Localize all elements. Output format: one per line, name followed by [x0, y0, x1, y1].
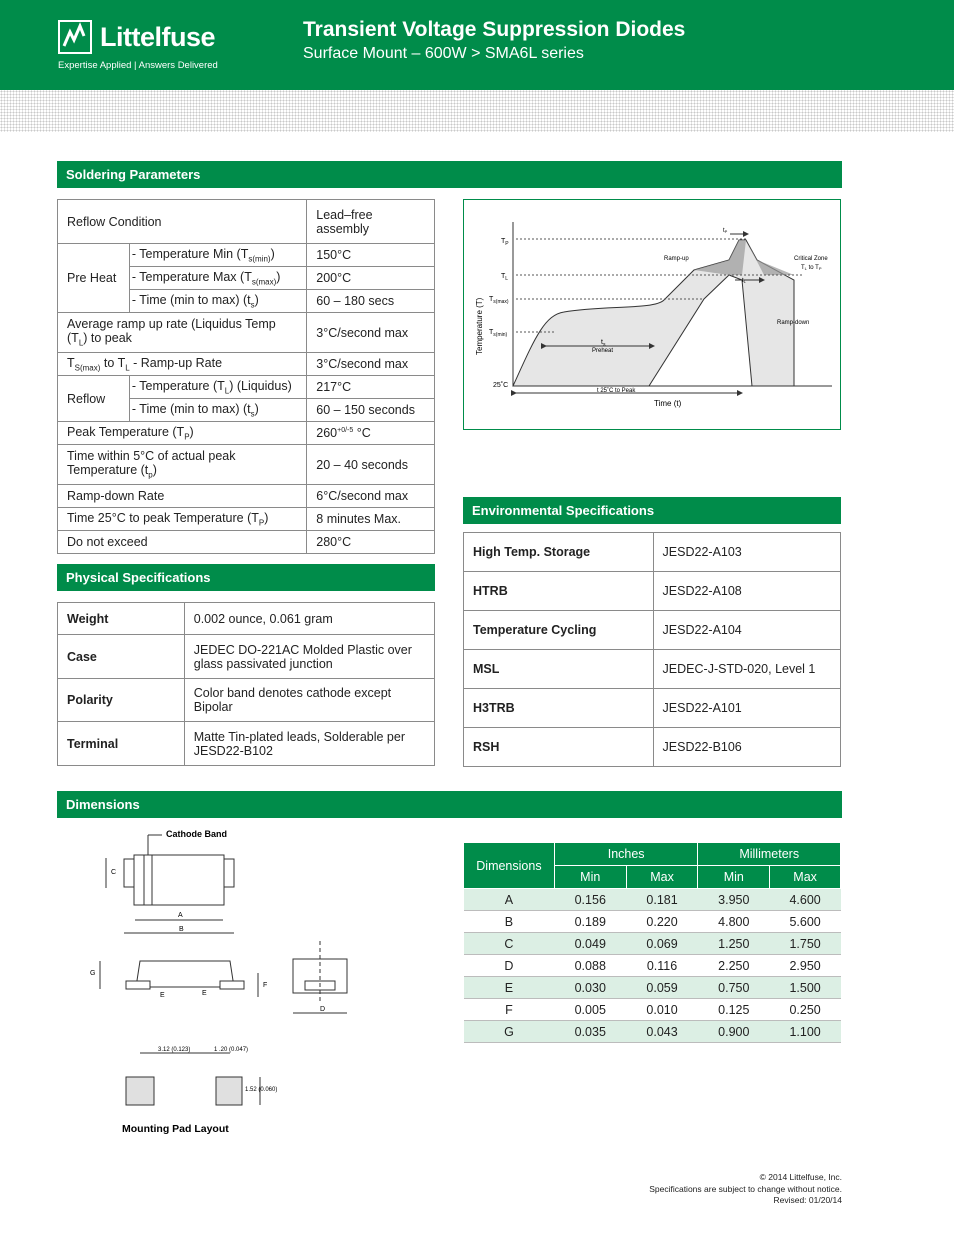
package-drawing [80, 825, 380, 1145]
avg-ramp-value: 3°C/second max [307, 313, 435, 353]
dim-g-label: G [90, 970, 96, 977]
critical-zone-range: TL to TP [801, 265, 822, 271]
physical-heading: Physical Specifications [57, 564, 435, 591]
env-row-value: JESD22-A108 [653, 572, 840, 611]
dimensions-table [463, 842, 841, 1043]
page-title: Transient Voltage Suppression Diodes [303, 18, 686, 41]
not-exceed-value: 280°C [307, 531, 435, 554]
tl-axis-label: $T_L$ [501, 273, 509, 282]
reflow-label: Reflow [58, 376, 130, 422]
env-row-name: HTRB [464, 572, 654, 611]
t25-axis-label: 25˚C [493, 382, 509, 389]
phys-row-value: Color band denotes cathode except Bipolar [184, 679, 434, 722]
environmental-table [463, 532, 841, 767]
inches-max-header: Max [626, 866, 698, 889]
temp-min-label: - Temperature Min $(T_{s(min)})$ [129, 244, 306, 267]
tsmin-axis-label: $T_{s(min)}$ [489, 329, 508, 338]
rampdown-value: 6°C/second max [307, 485, 435, 508]
time-within-value: 20 – 40 seconds [307, 445, 435, 485]
mm-max-header: Max [770, 866, 841, 889]
cathode-band-label: Cathode Band [166, 829, 228, 839]
phys-row-name: Polarity [58, 679, 185, 722]
tp-time-label: tP [723, 228, 728, 234]
time25-value: 8 minutes Max. [307, 508, 435, 531]
env-row-value: JESD22-A104 [653, 611, 840, 650]
dim-a-label: A [178, 912, 183, 919]
littelfuse-logo [58, 20, 218, 75]
reflow-time-label: - Time (min to max) $(t_s)$ [129, 399, 306, 422]
env-row-value: JEDEC-J-STD-020, Level 1 [653, 650, 840, 689]
dim-b-label: B [179, 926, 184, 933]
dim-d-label: D [320, 1006, 326, 1013]
tl-time-label: tL [742, 278, 746, 284]
page-footer [649, 1172, 842, 1207]
pad-height-label: 1.52 (0.060) [245, 1087, 278, 1093]
env-row-name: High Temp. Storage [464, 533, 654, 572]
env-row-value: JESD22-A101 [653, 689, 840, 728]
ts-ramp-label: $T_{S(max)}$ to $T_L$ - Ramp-up Rate [58, 353, 307, 376]
table-row: G 0.035 0.043 0.900 1.100 [464, 1021, 841, 1043]
page-subtitle: Surface Mount – 600W > SMA6L series [303, 45, 584, 62]
phys-row-value: Matte Tin-plated leads, Solderable per JESD22-B102 [184, 722, 434, 766]
tp-axis-label: $T_P$ [501, 238, 509, 247]
temp-min-value: 150°C [307, 244, 435, 267]
reflow-condition-label: Reflow Condition [58, 200, 307, 244]
critical-zone-label: Critical Zone [794, 256, 828, 262]
logo-tagline: Expertise Applied | Answers Delivered [58, 60, 218, 71]
mm-min-header: Min [698, 866, 770, 889]
dimensions-heading: Dimensions [57, 791, 842, 818]
tsmax-axis-label: $T_{s(max)}$ [489, 296, 509, 305]
x-axis-title: Time (t) [654, 399, 682, 408]
t25-peak-label: t 25˚C to Peak [597, 388, 636, 394]
reflow-time-value: 60 – 150 seconds [307, 399, 435, 422]
temp-max-value: 200°C [307, 267, 435, 290]
dot-pattern-band [0, 90, 954, 132]
peak-temp-value: $260^{+0/-5}$ °C [307, 422, 435, 445]
time-within-label: Time within 5°C of actual peak Temperature $(t_p)$ [58, 445, 307, 485]
time25-label: Time 25°C to peak Temperature $(T_P)$ [58, 508, 307, 531]
not-exceed-label: Do not exceed [58, 531, 307, 554]
dim-c-label: C [111, 869, 117, 876]
table-row: D 0.088 0.116 2.250 2.950 [464, 955, 841, 977]
phys-row-name: Case [58, 635, 185, 679]
page-header [0, 0, 954, 90]
env-row-name: Temperature Cycling [464, 611, 654, 650]
table-row: E 0.030 0.059 0.750 1.500 [464, 977, 841, 999]
dim-e-label-1: E [160, 992, 165, 999]
mm-header: Millimeters [698, 843, 841, 866]
reflow-temp-label: - Temperature $(T_L)$ (Liquidus) [129, 376, 306, 399]
dim-f-label: F [263, 982, 268, 989]
revision-date: Revised: 01/20/14 [773, 1195, 842, 1205]
preheat-time-label: - Time (min to max) $(t_s)$ [129, 290, 306, 313]
disclaimer: Specifications are subject to change without notice. [649, 1183, 842, 1194]
env-row-name: MSL [464, 650, 654, 689]
ts-ramp-value: 3°C/second max [307, 353, 435, 376]
pad-spacing-label: 3.12 (0.123) [158, 1047, 191, 1053]
copyright: © 2014 Littelfuse, Inc. [759, 1172, 842, 1182]
environmental-heading: Environmental Specifications [463, 497, 841, 524]
inches-min-header: Min [554, 866, 626, 889]
ts-label: $t_s$ [601, 339, 606, 348]
preheat-label: Preheat [592, 348, 614, 354]
table-row: F 0.005 0.010 0.125 0.250 [464, 999, 841, 1021]
lead-free-value: Lead–free assembly [307, 200, 435, 244]
phys-row-name: Terminal [58, 722, 185, 766]
table-row: C 0.049 0.069 1.250 1.750 [464, 933, 841, 955]
table-row: B 0.189 0.220 4.800 5.600 [464, 911, 841, 933]
env-row-name: H3TRB [464, 689, 654, 728]
env-row-value: JESD22-A103 [653, 533, 840, 572]
soldering-table [57, 199, 435, 554]
dim-e-label-2: E [202, 990, 207, 997]
y-axis-title: Temperature (T) [475, 297, 484, 355]
pad-width-label: 1 .20 (0.047) [214, 1047, 249, 1053]
preheat-time-value: 60 – 180 secs [307, 290, 435, 313]
logo-text: Littelfuse [100, 22, 216, 52]
inches-header: Inches [554, 843, 698, 866]
physical-table [57, 602, 435, 766]
phys-row-name: Weight [58, 603, 185, 635]
logo-mark-icon [58, 20, 92, 54]
soldering-heading: Soldering Parameters [57, 161, 842, 188]
dims-header: Dimensions [464, 843, 555, 889]
temp-max-label: - Temperature Max $(T_{s(max)})$ [129, 267, 306, 290]
rampup-label: Ramp-up [664, 256, 689, 262]
rampdown-label: Ramp-down Rate [58, 485, 307, 508]
env-row-name: RSH [464, 728, 654, 767]
phys-row-value: 0.002 ounce, 0.061 gram [184, 603, 434, 635]
table-row: A 0.156 0.181 3.950 4.600 [464, 889, 841, 911]
env-row-value: JESD22-B106 [653, 728, 840, 767]
phys-row-value: JEDEC DO-221AC Molded Plastic over glass passivated junction [184, 635, 434, 679]
preheat-label: Pre Heat [58, 244, 130, 313]
reflow-temp-value: 217°C [307, 376, 435, 399]
mounting-pad-title: Mounting Pad Layout [122, 1123, 229, 1135]
peak-temp-label: Peak Temperature $(T_P)$ [58, 422, 307, 445]
reflow-profile-diagram [463, 199, 841, 430]
rampdown-label: Ramp-down [777, 320, 810, 326]
avg-ramp-label: Average ramp up rate (Liquidus Temp $(T_L)$ to peak [58, 313, 307, 353]
